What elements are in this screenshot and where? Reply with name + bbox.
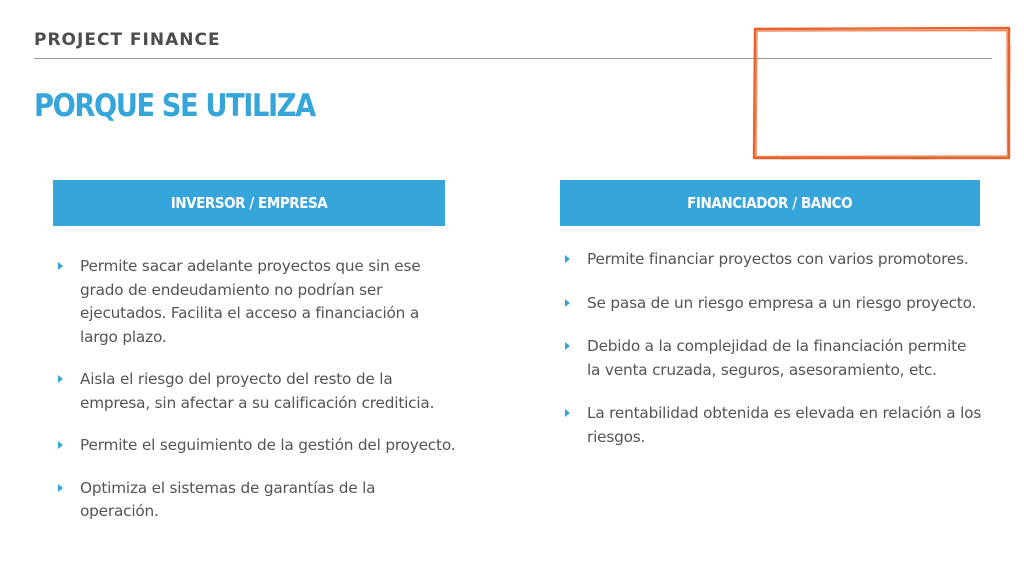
- list-item-text: Aisla el riesgo del proyecto del resto de la empresa, sin afectar a su calificación crediticia.: [80, 370, 435, 412]
- list-item-text: Permite sacar adelante proyectos que sin ese grado de endeudamiento no podrían ser ejecutados. Facilita el acceso a financiación a largo plazo.: [80, 257, 421, 346]
- list-item: [56, 368, 456, 415]
- triangle-right-icon: [56, 481, 66, 495]
- list-item: [56, 477, 456, 524]
- list-item: [563, 335, 983, 382]
- inversor-empresa-list: [56, 255, 456, 543]
- triangle-right-icon: [563, 406, 573, 420]
- triangle-right-icon: [56, 372, 66, 386]
- list-item-text: Debido a la complejidad de la financiación permite la venta cruzada, seguros, asesoramiento, etc.: [587, 337, 967, 379]
- list-item: [563, 248, 983, 272]
- list-item: [56, 434, 456, 458]
- triangle-right-icon: [563, 296, 573, 310]
- financiador-banco-header-label: FINANCIADOR / BANCO: [687, 194, 853, 212]
- list-item-text: Optimiza el sistemas de garantías de la operación.: [80, 478, 376, 520]
- list-item-text: Permite el seguimiento de la gestión del proyecto.: [80, 436, 456, 454]
- section-label: PROJECT FINANCE: [34, 30, 221, 50]
- financiador-banco-list: [563, 248, 983, 469]
- orange-frame-decoration: [752, 26, 1012, 160]
- list-item: [563, 292, 983, 316]
- triangle-right-icon: [563, 339, 573, 353]
- list-item: [56, 255, 456, 349]
- financiador-banco-header: [560, 180, 980, 226]
- triangle-right-icon: [563, 252, 573, 266]
- list-item-text: La rentabilidad obtenida es elevada en relación a los riesgos.: [587, 404, 982, 446]
- list-item-text: Permite financiar proyectos con varios promotores.: [587, 250, 969, 268]
- list-item-text: Se pasa de un riesgo empresa a un riesgo proyecto.: [587, 293, 977, 312]
- triangle-right-icon: [56, 259, 66, 273]
- slide-title: PORQUE SE UTILIZA: [34, 88, 315, 124]
- list-item: [563, 402, 983, 449]
- triangle-right-icon: [56, 438, 66, 452]
- inversor-empresa-header-label: INVERSOR / EMPRESA: [170, 194, 328, 212]
- inversor-empresa-header: [53, 180, 445, 226]
